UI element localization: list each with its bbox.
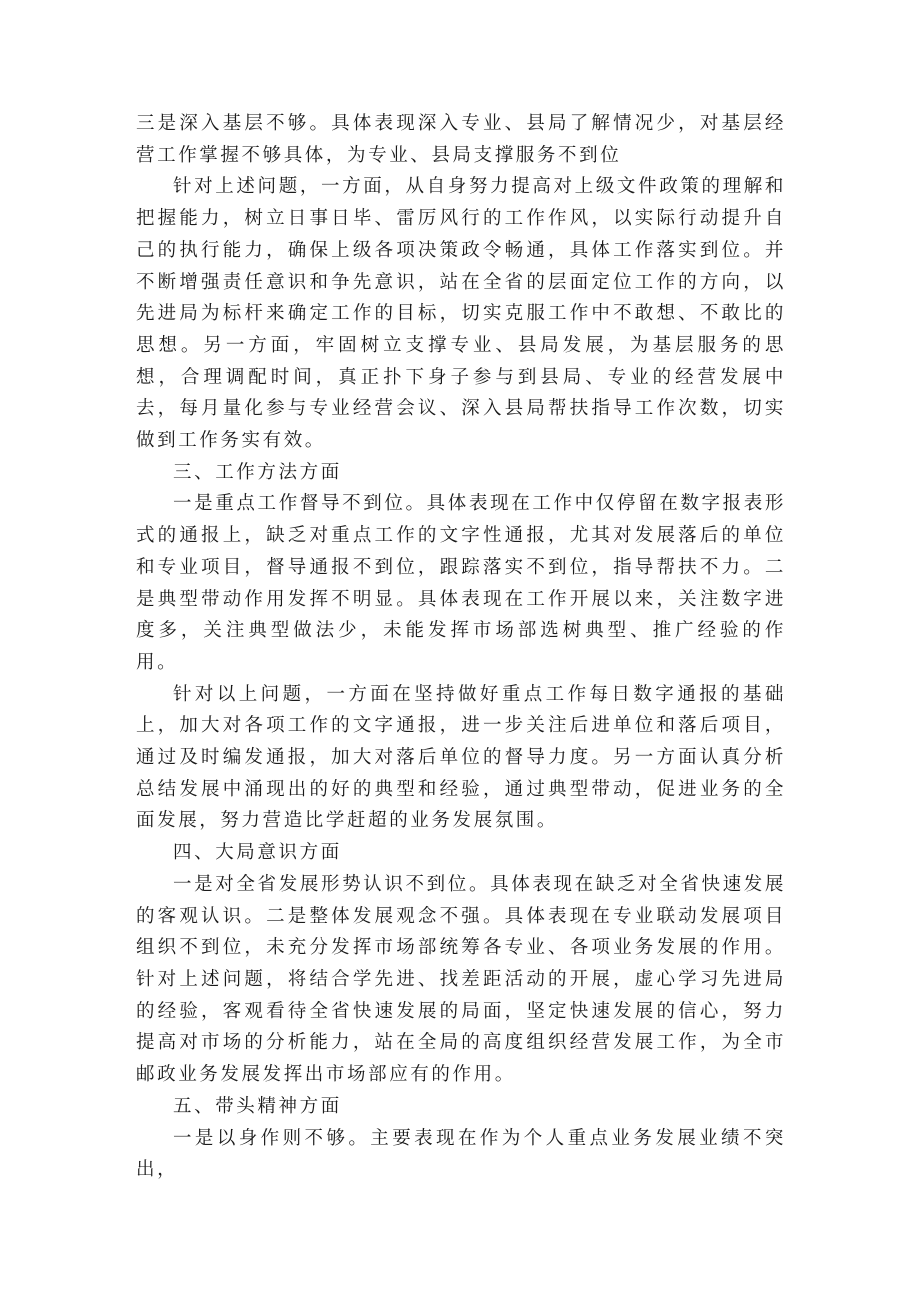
paragraph-2: 针对上述问题，一方面，从自身努力提高对上级文件政策的理解和把握能力，树立日事日毕、雷厉风行的工作作风，以实际行动提升自己的执行能力，确保上级各项决策政令畅通，具体工作落实到位。并不断增强责任意识和争先意识，站在全省的层面定位工作的方向，以先进局为标杆来确定工作的目标，切实克服工作中不敢想、不敢比的思想。另一方面，牢固树立支撑专业、县局发展，为基层服务的思想，合理调配时间，真正扑下身子参与到县局、专业的经营发展中去，每月量化参与专业经营会议、深入县局帮扶指导工作次数，切实做到工作务实有效。 (136, 176, 786, 452)
paragraph-3: 一是重点工作督导不到位。具体表现在工作中仅停留在数字报表形式的通报上，缺乏对重点工作的文字性通报，尤其对发展落后的单位和专业项目，督导通报不到位，跟踪落实不到位，指导帮扶不力。二是典型带动作用发挥不明显。具体表现在工作开展以来，关注数字进度多，关注典型做法少，未能发挥市场部选树典型、推广经验的作用。 (136, 493, 786, 673)
section-heading-3: 三、工作方法方面 (173, 461, 342, 483)
paragraph-4: 针对以上问题，一方面在坚持做好重点工作每日数字通报的基础上，加大对各项工作的文字通报，进一步关注后进单位和落后项目，通过及时编发通报，加大对落后单位的督导力度。另一方面认真分析总结发展中涌现出的好的典型和经验，通过典型带动，促进业务的全面发展，努力营造比学赶超的业务发展氛围。 (136, 683, 786, 832)
paragraph-1: 三是深入基层不够。具体表现深入专业、县局了解情况少，对基层经营工作掌握不够具体，为专业、县局支撑服务不到位 (136, 113, 786, 166)
paragraph-6: 一是以身作则不够。主要表现在作为个人重点业务发展业绩不突出， (136, 1127, 786, 1181)
section-heading-5: 五、带头精神方面 (173, 1095, 342, 1117)
paragraph-5: 一是对全省发展形势认识不到位。具体表现在缺乏对全省快速发展的客观认识。二是整体发展观念不强。具体表现在专业联动发展项目组织不到位，未充分发挥市场部统筹各专业、各项业务发展的作用。针对上述问题，将结合学先进、找差距活动的开展，虚心学习先进局的经验，客观看待全省快速发展的局面，坚定快速发展的信心，努力提高对市场的分析能力，站在全局的高度组织经营发展工作，为全市邮政业务发展发挥出市场部应有的作用。 (136, 873, 786, 1086)
section-heading-4: 四、大局意识方面 (173, 842, 342, 864)
